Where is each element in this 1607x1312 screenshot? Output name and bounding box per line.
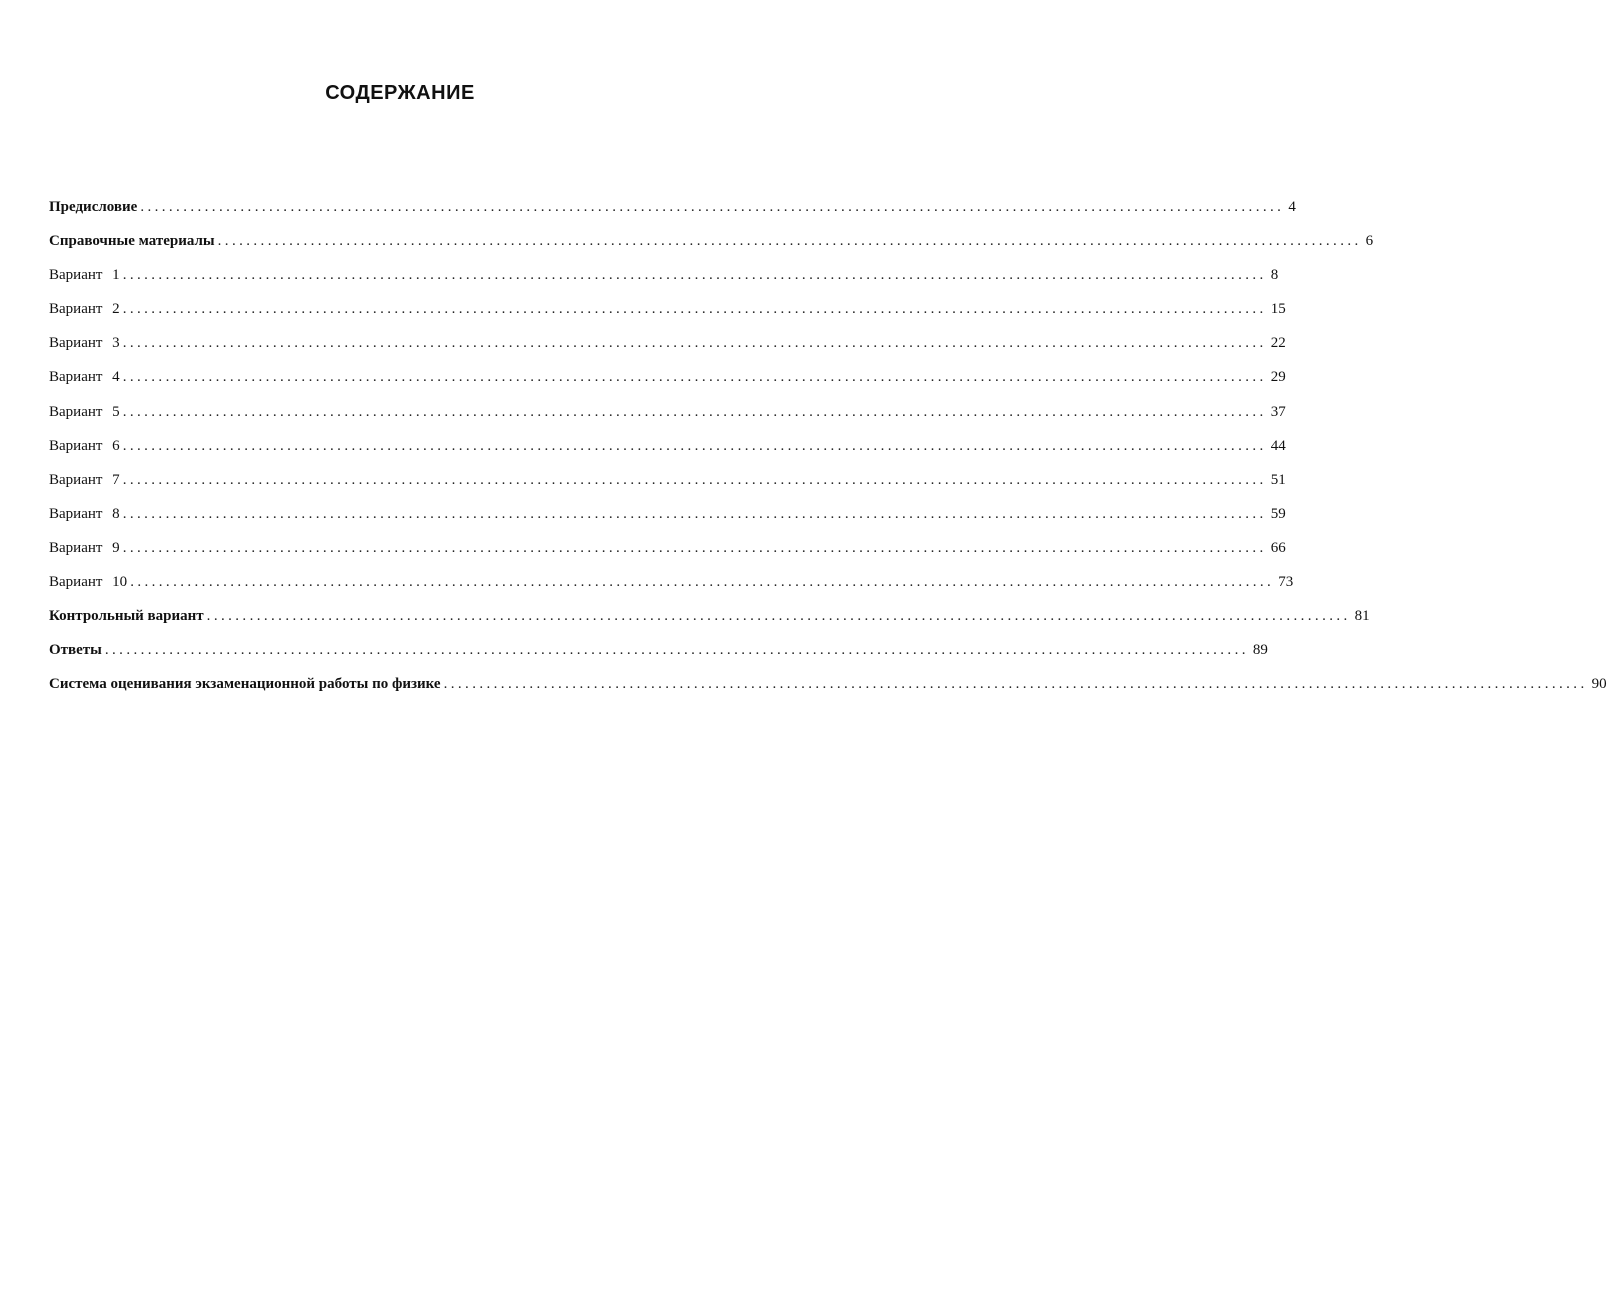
toc-entry[interactable] [49,335,1286,369]
toc-entry[interactable] [49,539,1286,574]
dot-leader: ................................................................................................................................................................ [122,369,1267,386]
toc-entry[interactable] [49,505,1286,540]
toc-entry[interactable] [49,267,1279,301]
toc-entry-page: 15 [1270,301,1286,318]
toc-entry[interactable] [49,301,1286,335]
dot-leader: ................................................................................................................................................................ [130,574,1275,591]
toc-entry-label: Предисловие [49,199,138,215]
toc-entry-label: Ответы [49,642,102,659]
dot-leader: ................................................................................................................................................................ [206,608,1351,625]
dot-leader: ................................................................................................................................................................ [122,471,1267,488]
toc-entry-label: Вариант 1 [49,267,120,284]
page-title: СОДЕРЖАНИЕ [325,82,475,104]
toc-entry[interactable] [49,199,1296,233]
dot-leader: ................................................................................................................................................................ [122,335,1267,352]
toc-entry[interactable] [49,574,1294,608]
dot-leader: ................................................................................................................................................................ [443,676,1588,693]
toc-entry-page: 51 [1270,471,1286,488]
toc-entry-label: Вариант 4 [49,369,120,386]
toc-entry[interactable] [49,403,1286,438]
table-of-contents [49,199,1607,710]
toc-entry-label: Вариант 3 [49,335,120,352]
toc-entry[interactable] [49,676,1607,710]
dot-leader: ................................................................................................................................................................ [122,437,1267,454]
toc-entry-label: Вариант 6 [49,437,120,454]
toc-entry-page: 29 [1270,369,1286,386]
toc-entry[interactable] [49,642,1268,676]
toc-entry-label: Система оценивания экзаменационной работы по физике [49,676,441,693]
dot-leader: ................................................................................................................................................................ [104,642,1249,659]
dot-leader: ................................................................................................................................................................ [122,301,1267,318]
toc-entry-page: 22 [1270,335,1286,352]
toc-entry-label: Контрольный вариант [49,608,204,625]
dot-leader: ................................................................................................................................................................ [122,539,1267,556]
toc-entry-label: Вариант 2 [49,301,120,318]
toc-entry-page: 44 [1270,437,1286,454]
toc-entry-page: 66 [1270,539,1286,556]
toc-entry[interactable] [49,471,1286,506]
toc-entry-page: 37 [1270,403,1286,420]
toc-entry-page: 81 [1354,608,1370,625]
dot-leader: ................................................................................................................................................................ [122,403,1267,420]
toc-entry[interactable] [49,437,1286,472]
toc-entry-page: 90 [1591,676,1607,693]
toc-entry[interactable] [49,233,1374,267]
toc-entry[interactable] [49,608,1370,642]
toc-entry-label: Вариант 10 [49,574,128,591]
dot-leader: ................................................................................................................................................................ [140,199,1285,215]
toc-entry-page: 59 [1270,505,1286,522]
toc-entry-page: 6 [1365,233,1374,250]
toc-entry-page: 89 [1252,642,1268,659]
toc-entry-page: 8 [1270,267,1279,284]
toc-entry-page: 73 [1278,574,1294,591]
dot-leader: ................................................................................................................................................................ [217,233,1362,250]
toc-entry-label: Вариант 8 [49,505,120,522]
dot-leader: ................................................................................................................................................................ [122,267,1267,284]
dot-leader: ................................................................................................................................................................ [122,505,1267,522]
toc-entry-label: Вариант 5 [49,403,120,420]
toc-entry-page: 4 [1288,199,1296,215]
toc-entry[interactable] [49,369,1286,403]
toc-entry-label: Вариант 7 [49,471,120,488]
toc-entry-label: Вариант 9 [49,539,120,556]
toc-entry-label: Справочные материалы [49,233,215,250]
